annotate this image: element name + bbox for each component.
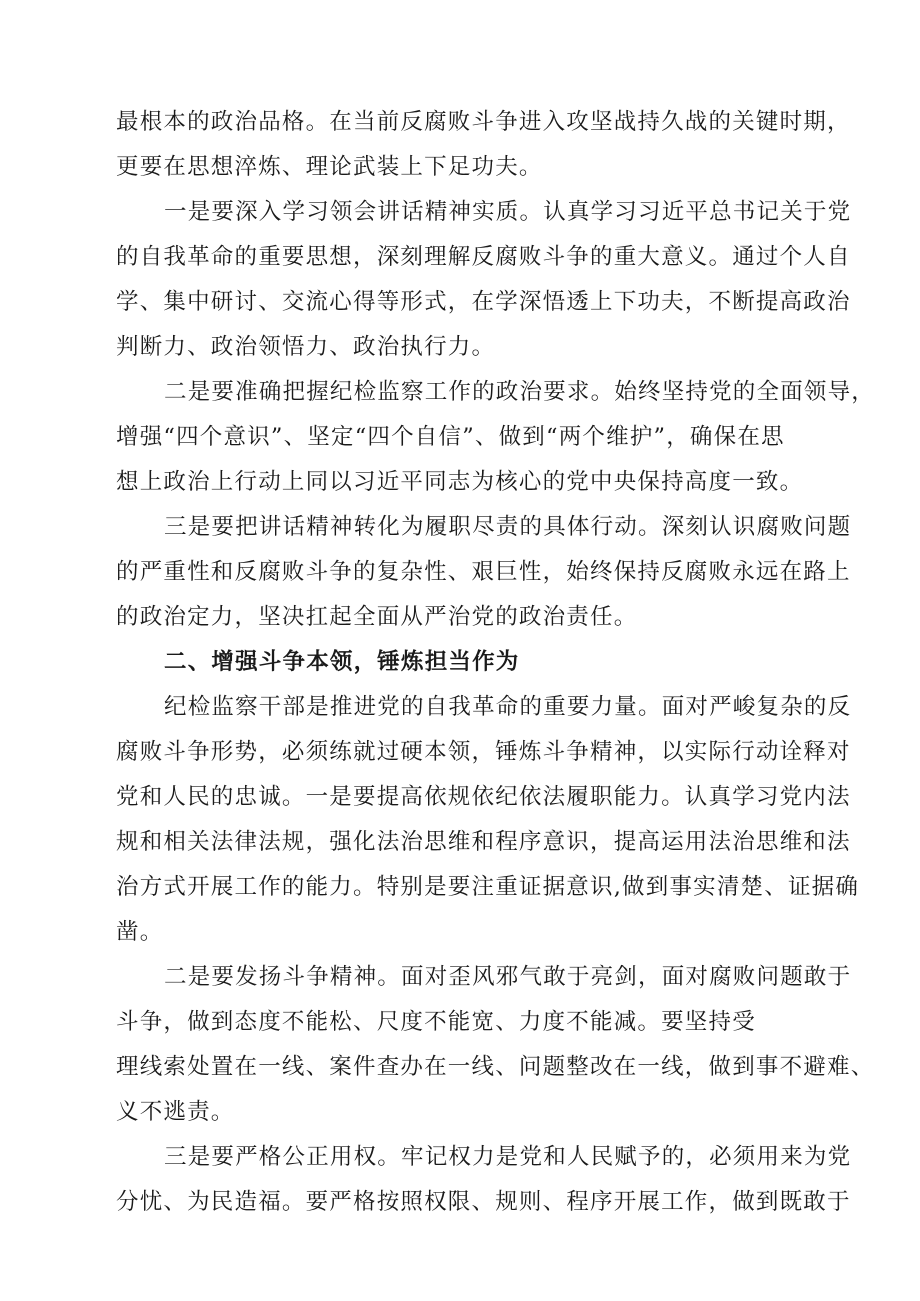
text-line: 治方式开展工作的能力。特别是要注重证据意识,做到事实清楚、证据确 xyxy=(116,874,860,900)
text-line: 最根本的政治品格。在当前反腐败斗争进入攻坚战持久战的关键时期， xyxy=(116,109,851,135)
text-line: 的政治定力，坚决扛起全面从严治党的政治责任。 xyxy=(116,604,638,630)
text-line: 斗争，做到态度不能松、尺度不能宽、力度不能减。要坚持受 xyxy=(116,1009,756,1035)
text-line: 腐败斗争形势，必须练就过硬本领，锤炼斗争精神，以实际行动诠释对 xyxy=(116,739,851,765)
paragraph-start-line: 二是要发扬斗争精神。面对歪风邪气敢于亮剑，面对腐败问题敢于 xyxy=(164,964,852,990)
text-line: 凿。 xyxy=(116,919,164,945)
paragraph-start-line: 三是要把讲话精神转化为履职尽责的具体行动。深刻认识腐败问题 xyxy=(164,514,852,540)
text-line: 义不逃责。 xyxy=(116,1099,235,1125)
text-line: 的严重性和反腐败斗争的复杂性、艰巨性，始终保持反腐败永远在路上 xyxy=(116,559,851,585)
text-line: 判断力、政治领悟力、政治执行力。 xyxy=(116,334,496,360)
text-line: 的自我革命的重要思想，深刻理解反腐败斗争的重大意义。通过个人自 xyxy=(116,244,851,270)
paragraph-start-line: 三是要严格公正用权。牢记权力是党和人民赋予的，必须用来为党 xyxy=(164,1144,852,1170)
text-line: 想上政治上行动上同以习近平同志为核心的党中央保持高度一致。 xyxy=(116,469,804,495)
text-line: 学、集中研讨、交流心得等形式，在学深悟透上下功夫，不断提高政治 xyxy=(116,289,851,315)
text-line: 分忧、为民造福。要严格按照权限、规则、程序开展工作，做到既敢于 xyxy=(116,1189,851,1215)
section-heading: 二、增强斗争本领，锤炼担当作为 xyxy=(164,649,520,675)
paragraph-start-line: 二是要准确把握纪检监察工作的政治要求。始终坚持党的全面领导， xyxy=(164,379,876,405)
text-line: 党和人民的忠诚。一是要提高依规依纪依法履职能力。认真学习党内法 xyxy=(116,784,851,810)
text-line: 规和相关法律法规，强化法治思维和程序意识，提高运用法治思维和法 xyxy=(116,829,851,855)
document-body xyxy=(116,100,876,1225)
text-line: 更要在思想淬炼、理论武装上下足功夫。 xyxy=(116,154,543,180)
paragraph-start-line: 一是要深入学习领会讲话精神实质。认真学习习近平总书记关于党 xyxy=(164,199,852,225)
paragraph-start-line: 纪检监察干部是推进党的自我革命的重要力量。面对严峻复杂的反 xyxy=(164,694,852,720)
text-line: 理线索处置在一线、案件查办在一线、问题整改在一线，做到事不避难、 xyxy=(116,1054,875,1080)
text-line: 增强“四个意识”、坚定“四个自信”、做到“两个维护”，确保在思 xyxy=(116,424,785,450)
